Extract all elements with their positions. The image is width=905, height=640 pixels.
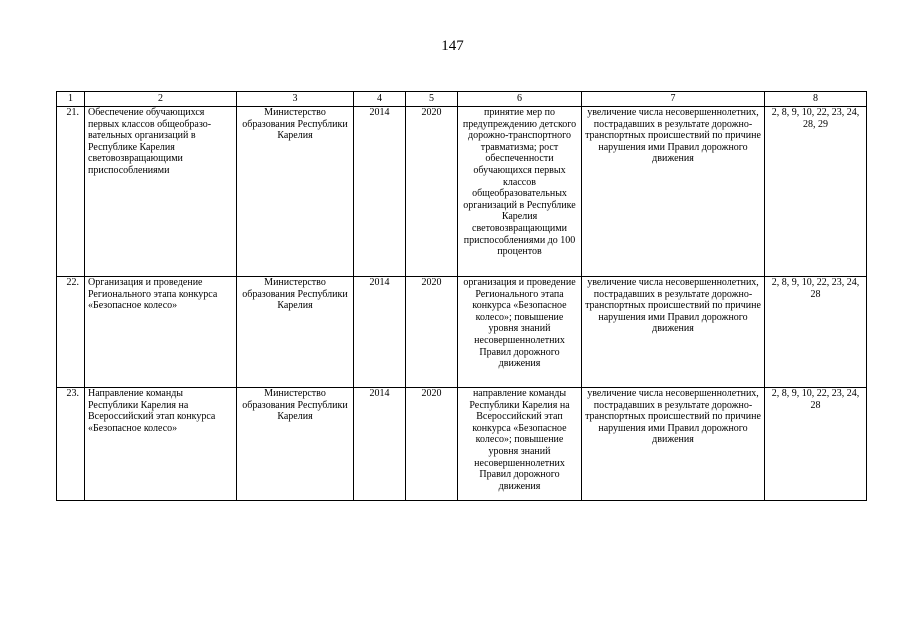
column-header: 5 [406, 92, 458, 107]
table-row [57, 388, 867, 501]
column-header: 1 [57, 92, 85, 107]
column-header: 2 [85, 92, 237, 107]
end-year-cell: 2020 [406, 107, 458, 277]
end-year-cell: 2020 [406, 277, 458, 388]
row-number-cell: 23. [57, 388, 85, 501]
activity-name-cell: Обеспечение обучающихся первых классов общеобразо-вательных организаций в Республике Карелия световозвращающими приспособлениями [85, 107, 237, 277]
executor-cell: Министерство образования Республики Карелия [237, 388, 354, 501]
page-number: 147 [441, 38, 464, 54]
activity-name-cell: Направление команды Республики Карелия на Всероссийский этап конкурса «Безопасное колесо» [85, 388, 237, 501]
expected-result-cell: направление команды Республики Карелия на Всероссийский этап конкурса «Безопасное колесо»; повышение уровня знаний несовершеннолетних Правил дорожного движения [458, 388, 582, 501]
row-number-cell: 22. [57, 277, 85, 388]
indicators-cell: 2, 8, 9, 10, 22, 23, 24, 28 [765, 277, 867, 388]
column-number-row [57, 92, 867, 107]
start-year-cell: 2014 [354, 388, 406, 501]
row-number-cell: 21. [57, 107, 85, 277]
column-header: 3 [237, 92, 354, 107]
column-header: 8 [765, 92, 867, 107]
table-row [57, 107, 867, 277]
indicators-cell: 2, 8, 9, 10, 22, 23, 24, 28 [765, 388, 867, 501]
indicators-cell: 2, 8, 9, 10, 22, 23, 24, 28, 29 [765, 107, 867, 277]
column-header: 6 [458, 92, 582, 107]
executor-cell: Министерство образования Республики Карелия [237, 277, 354, 388]
expected-result-cell: принятие мер по предупреждению детского дорожно-транспортного травматизма; рост обеспеченности обучающихся первых классов общеобразовательных организаций в Республике Карелия световозвращающими приспособлениями до 100 процентов [458, 107, 582, 277]
executor-cell: Министерство образования Республики Карелия [237, 107, 354, 277]
consequence-cell: увеличение числа несовершеннолетних, пострадавших в результате дорожно-транспортных происшествий по причине нарушения ими Правил дорожного движения [582, 277, 765, 388]
column-header: 4 [354, 92, 406, 107]
table-row [57, 277, 867, 388]
consequence-cell: увеличение числа несовершеннолетних, пострадавших в результате дорожно-транспортных происшествий по причине нарушения ими Правил дорожного движения [582, 388, 765, 501]
expected-result-cell: организация и проведение Регионального этапа конкурса «Безопасное колесо»; повышение уровня знаний несовершеннолетних Правил дорожного движения [458, 277, 582, 388]
start-year-cell: 2014 [354, 107, 406, 277]
program-activities-table [56, 91, 867, 501]
start-year-cell: 2014 [354, 277, 406, 388]
activity-name-cell: Организация и проведение Регионального этапа конкурса «Безопасное колесо» [85, 277, 237, 388]
consequence-cell: увеличение числа несовершеннолетних, пострадавших в результате дорожно-транспортных происшествий по причине нарушения ими Правил дорожного движения [582, 107, 765, 277]
end-year-cell: 2020 [406, 388, 458, 501]
column-header: 7 [582, 92, 765, 107]
